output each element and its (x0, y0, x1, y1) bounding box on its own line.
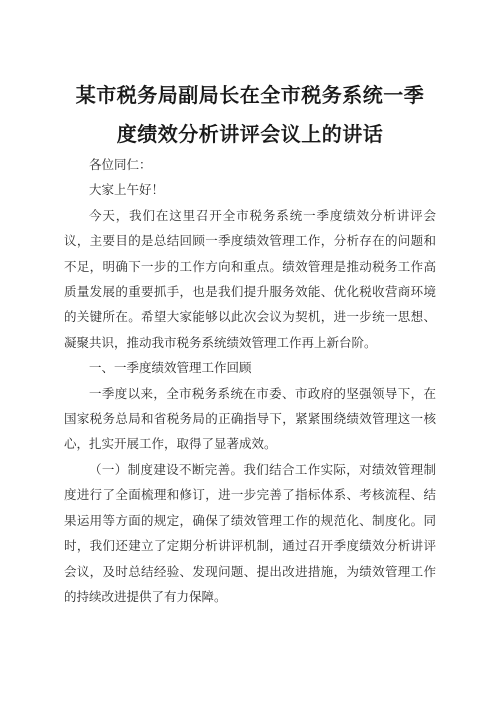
section-heading: 一、一季度绩效管理工作回顾 (89, 360, 252, 376)
document-title-line-2: 度绩效分析讲评会议上的讲话 (116, 122, 384, 146)
document-body (64, 152, 436, 609)
intro-paragraph: 今天，我们在这里召开全市税务系统一季度绩效分析讲评会议，主要目的是总结回顾一季度绩效管理工作，分析存在的问题和不足，明确下一步的工作方向和重点。绩效管理是推动税务工作高质量发展的重要抓手，也是我们提升服务效能、优化税收营商环境的关键所在。希望大家能够以此次会议为契机，进一步统一思想、凝聚共识，推动我市税务系统绩效管理工作再上新台阶。 (64, 207, 436, 350)
salutation: 各位同仁： (89, 157, 152, 172)
greeting: 大家上午好！ (89, 182, 165, 198)
subsection-paragraph: （一）制度建设不断完善。我们结合工作实际，对绩效管理制度进行了全面梳理和修订，进一步完善了指标体系、考核流程、结果运用等方面的规定，确保了绩效管理工作的规范化、制度化。同时，我们还建立了定期分析讲评机制，通过召开季度绩效分析讲评会议，及时总结经验、发现问题、提出改进措施，为绩效管理工作的持续改进提供了有力保障。 (64, 461, 436, 604)
review-paragraph: 一季度以来，全市税务系统在市委、市政府的坚强领导下，在国家税务总局和省税务局的正确指导下，紧紧围绕绩效管理这一核心，扎实开展工作，取得了显著成效。 (64, 385, 436, 452)
document-title-line-1: 某市税务局副局长在全市税务系统一季 (75, 83, 425, 107)
